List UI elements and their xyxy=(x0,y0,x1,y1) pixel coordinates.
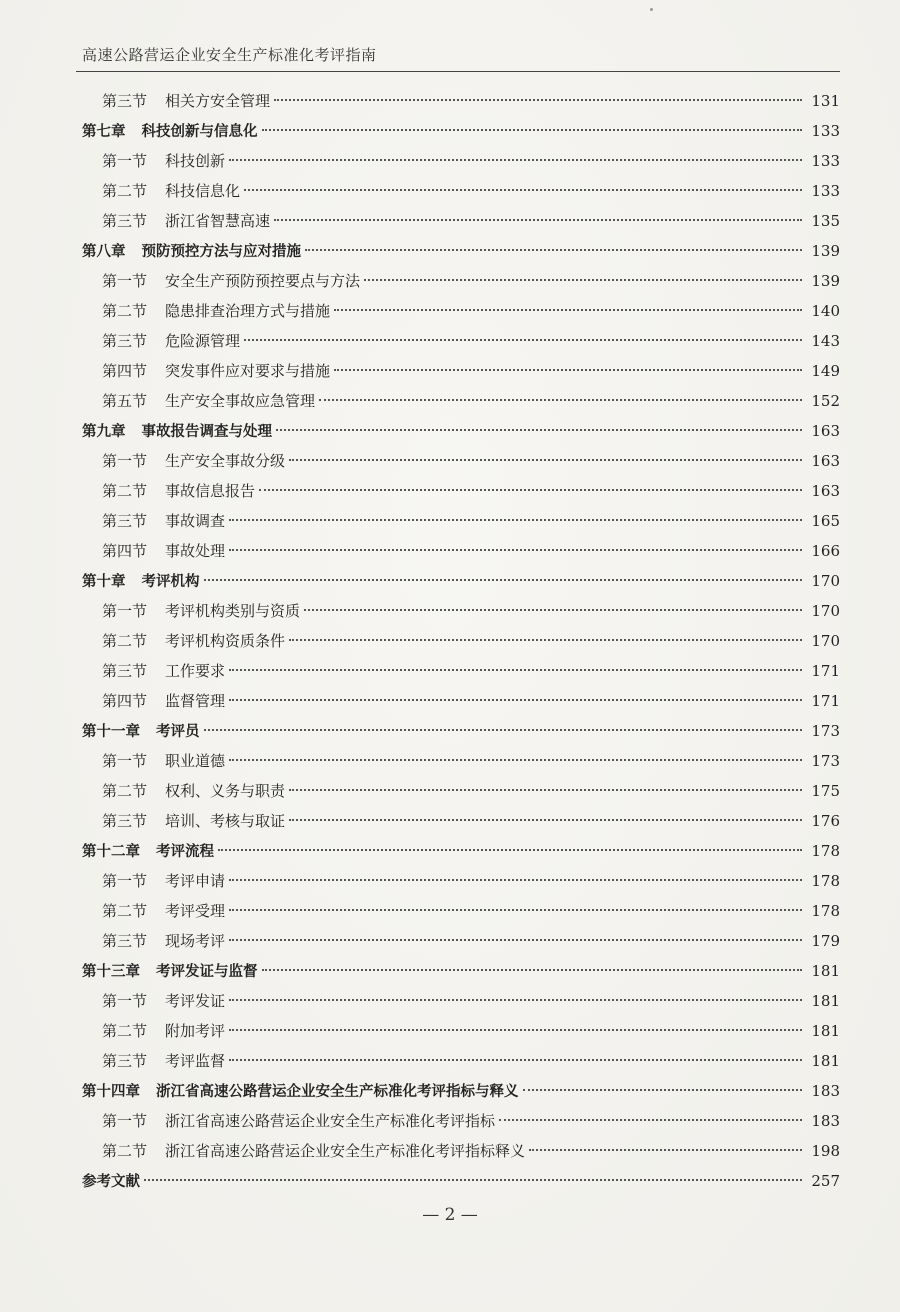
section-number: 第一节 xyxy=(102,152,148,170)
toc-page-number: 181 xyxy=(811,1052,840,1070)
dot-leader xyxy=(274,99,802,101)
toc-page-number: 173 xyxy=(811,722,840,740)
section-title: 职业道德 xyxy=(165,752,226,770)
toc-page-number: 170 xyxy=(811,602,840,620)
dot-leader xyxy=(229,879,802,881)
toc-section-entry xyxy=(82,746,840,776)
section-title: 考评机构类别与资质 xyxy=(165,602,301,620)
section-number: 第三节 xyxy=(102,332,148,350)
chapter-number: 第十三章 xyxy=(82,964,140,980)
section-number: 第二节 xyxy=(102,902,148,920)
toc-section-entry xyxy=(82,626,840,656)
dot-leader xyxy=(229,699,802,701)
section-title: 浙江省高速公路营运企业安全生产标准化考评指标释义 xyxy=(165,1142,526,1160)
toc-page-number: 133 xyxy=(811,122,840,140)
dot-leader xyxy=(244,339,802,341)
section-title: 生产安全事故应急管理 xyxy=(165,392,316,410)
section-number: 第二节 xyxy=(102,782,148,800)
chapter-title: 浙江省高速公路营运企业安全生产标准化考评指标与释义 xyxy=(156,1084,519,1100)
toc-section-entry xyxy=(82,776,840,806)
section-number: 第五节 xyxy=(102,392,148,410)
toc-page-number: 149 xyxy=(811,362,840,380)
dot-leader xyxy=(229,759,802,761)
chapter-number: 第七章 xyxy=(82,124,126,140)
toc-page-number: 181 xyxy=(811,992,840,1010)
toc-chapter-entry xyxy=(82,836,840,866)
section-title: 监督管理 xyxy=(165,692,226,710)
toc-chapter-entry xyxy=(82,116,840,146)
dot-leader xyxy=(229,939,802,941)
section-title: 事故处理 xyxy=(165,542,226,560)
toc-page-number: 133 xyxy=(811,182,840,200)
chapter-title: 预防预控方法与应对措施 xyxy=(141,244,301,260)
toc-chapter-entry xyxy=(82,1076,840,1106)
dot-leader xyxy=(144,1179,802,1181)
section-number: 第一节 xyxy=(102,1112,148,1130)
dot-leader xyxy=(334,309,802,311)
toc-section-entry xyxy=(82,1136,840,1166)
toc-page-number: 183 xyxy=(811,1112,840,1130)
toc-section-entry xyxy=(82,176,840,206)
dot-leader xyxy=(229,519,802,521)
toc-section-entry xyxy=(82,1106,840,1136)
toc-page-number: 257 xyxy=(811,1172,840,1190)
toc-page-number: 179 xyxy=(811,932,840,950)
toc-page-number: 163 xyxy=(811,452,840,470)
toc-page-number: 133 xyxy=(811,152,840,170)
toc-section-entry xyxy=(82,266,840,296)
toc-page-number: 170 xyxy=(811,572,840,590)
toc-page-number: 152 xyxy=(811,392,840,410)
dot-leader xyxy=(289,639,802,641)
section-number: 第三节 xyxy=(102,512,148,530)
section-title: 浙江省智慧高速 xyxy=(165,212,271,230)
chapter-title: 考评员 xyxy=(156,724,200,740)
toc-section-entry xyxy=(82,656,840,686)
dot-leader xyxy=(319,399,802,401)
toc-section-entry xyxy=(82,146,840,176)
chapter-number: 第十二章 xyxy=(82,844,140,860)
toc-section-entry xyxy=(82,296,840,326)
dot-leader xyxy=(229,549,802,551)
chapter-title: 考评流程 xyxy=(156,844,214,860)
dot-leader xyxy=(289,459,802,461)
toc-section-entry xyxy=(82,206,840,236)
section-title: 事故信息报告 xyxy=(165,482,256,500)
toc-page-number: 171 xyxy=(811,692,840,710)
dot-leader xyxy=(229,1029,802,1031)
section-title: 现场考评 xyxy=(165,932,226,950)
dot-leader xyxy=(276,429,802,431)
toc-page-number: 176 xyxy=(811,812,840,830)
section-title: 科技创新 xyxy=(165,152,226,170)
toc-page-number: 139 xyxy=(811,272,840,290)
toc-chapter-entry xyxy=(82,566,840,596)
toc-page-number: 165 xyxy=(811,512,840,530)
dot-leader xyxy=(204,579,803,581)
toc-chapter-entry xyxy=(82,236,840,266)
chapter-number: 第九章 xyxy=(82,424,126,440)
section-title: 生产安全事故分级 xyxy=(165,452,286,470)
toc-page-number: 183 xyxy=(811,1082,840,1100)
toc-page-number: 171 xyxy=(811,662,840,680)
toc-section-entry xyxy=(82,476,840,506)
toc-section-entry xyxy=(82,386,840,416)
toc-section-entry xyxy=(82,1016,840,1046)
toc-page-number: 175 xyxy=(811,782,840,800)
section-number: 第二节 xyxy=(102,182,148,200)
section-number: 第三节 xyxy=(102,812,148,830)
dot-leader xyxy=(262,969,803,971)
toc-chapter-entry xyxy=(82,1166,840,1196)
section-number: 第二节 xyxy=(102,482,148,500)
dot-leader xyxy=(229,999,802,1001)
dot-leader xyxy=(289,789,802,791)
section-number: 第三节 xyxy=(102,92,148,110)
page-number: — 2 — xyxy=(422,1205,478,1225)
section-number: 第二节 xyxy=(102,302,148,320)
chapter-number: 第十一章 xyxy=(82,724,140,740)
toc-page-number: 166 xyxy=(811,542,840,560)
toc-page-number: 198 xyxy=(811,1142,840,1160)
section-number: 第一节 xyxy=(102,752,148,770)
section-number: 第一节 xyxy=(102,992,148,1010)
toc-page-number: 173 xyxy=(811,752,840,770)
section-title: 权利、义务与职责 xyxy=(165,782,286,800)
toc-section-entry xyxy=(82,506,840,536)
toc-section-entry xyxy=(82,536,840,566)
section-number: 第二节 xyxy=(102,1022,148,1040)
section-number: 第三节 xyxy=(102,212,148,230)
dot-leader xyxy=(304,609,802,611)
section-title: 工作要求 xyxy=(165,662,226,680)
section-number: 第一节 xyxy=(102,452,148,470)
dot-leader xyxy=(364,279,802,281)
toc-section-entry xyxy=(82,446,840,476)
toc-page-number: 181 xyxy=(811,962,840,980)
chapter-title: 考评发证与监督 xyxy=(156,964,258,980)
section-title: 考评机构资质条件 xyxy=(165,632,286,650)
table-of-contents xyxy=(82,86,840,1196)
section-title: 突发事件应对要求与措施 xyxy=(165,362,331,380)
section-number: 第三节 xyxy=(102,662,148,680)
chapter-title: 考评机构 xyxy=(141,574,200,590)
toc-section-entry xyxy=(82,986,840,1016)
section-title: 科技信息化 xyxy=(165,182,241,200)
dot-leader xyxy=(229,669,802,671)
section-number: 第四节 xyxy=(102,362,148,380)
toc-section-entry xyxy=(82,326,840,356)
dot-leader xyxy=(499,1119,802,1121)
section-title: 考评受理 xyxy=(165,902,226,920)
dot-leader xyxy=(305,249,802,251)
toc-chapter-entry xyxy=(82,716,840,746)
dot-leader xyxy=(204,729,803,731)
section-number: 第一节 xyxy=(102,272,148,290)
toc-page-number: 163 xyxy=(811,422,840,440)
dot-leader xyxy=(229,1059,802,1061)
dot-leader xyxy=(229,909,802,911)
toc-page-number: 135 xyxy=(811,212,840,230)
toc-section-entry xyxy=(82,596,840,626)
section-title: 隐患排查治理方式与措施 xyxy=(165,302,331,320)
dot-leader xyxy=(274,219,802,221)
section-title: 安全生产预防预控要点与方法 xyxy=(165,272,361,290)
chapter-title: 科技创新与信息化 xyxy=(141,124,258,140)
toc-section-entry xyxy=(82,896,840,926)
toc-section-entry xyxy=(82,806,840,836)
dot-leader xyxy=(229,159,802,161)
toc-page-number: 178 xyxy=(811,872,840,890)
section-title: 考评申请 xyxy=(165,872,226,890)
toc-page-number: 181 xyxy=(811,1022,840,1040)
section-number: 第四节 xyxy=(102,692,148,710)
dot-leader xyxy=(259,489,802,491)
scan-speck xyxy=(650,8,653,11)
toc-page-number: 178 xyxy=(811,842,840,860)
toc-page-number: 131 xyxy=(811,92,840,110)
section-title: 附加考评 xyxy=(165,1022,226,1040)
section-title: 考评发证 xyxy=(165,992,226,1010)
section-number: 第二节 xyxy=(102,632,148,650)
section-title: 危险源管理 xyxy=(165,332,241,350)
dot-leader xyxy=(262,129,803,131)
section-number: 第一节 xyxy=(102,872,148,890)
dot-leader xyxy=(218,849,802,851)
section-number: 第一节 xyxy=(102,602,148,620)
section-number: 第三节 xyxy=(102,932,148,950)
toc-section-entry xyxy=(82,686,840,716)
toc-section-entry xyxy=(82,86,840,116)
chapter-title: 事故报告调查与处理 xyxy=(141,424,272,440)
dot-leader xyxy=(334,369,802,371)
toc-page-number: 139 xyxy=(811,242,840,260)
section-title: 考评监督 xyxy=(165,1052,226,1070)
section-title: 浙江省高速公路营运企业安全生产标准化考评指标 xyxy=(165,1112,496,1130)
section-title: 培训、考核与取证 xyxy=(165,812,286,830)
toc-page-number: 140 xyxy=(811,302,840,320)
section-number: 第四节 xyxy=(102,542,148,560)
chapter-title: 参考文献 xyxy=(82,1174,140,1190)
header-rule xyxy=(76,71,840,72)
toc-page-number: 143 xyxy=(811,332,840,350)
dot-leader xyxy=(523,1089,803,1091)
dot-leader xyxy=(289,819,802,821)
running-header: 高速公路营运企业安全生产标准化考评指南 xyxy=(82,46,377,64)
chapter-number: 第八章 xyxy=(82,244,126,260)
toc-chapter-entry xyxy=(82,416,840,446)
toc-chapter-entry xyxy=(82,956,840,986)
toc-page-number: 170 xyxy=(811,632,840,650)
section-title: 事故调查 xyxy=(165,512,226,530)
toc-section-entry xyxy=(82,356,840,386)
chapter-number: 第十章 xyxy=(82,574,126,590)
toc-section-entry xyxy=(82,926,840,956)
toc-page-number: 178 xyxy=(811,902,840,920)
chapter-number: 第十四章 xyxy=(82,1084,140,1100)
section-number: 第三节 xyxy=(102,1052,148,1070)
dot-leader xyxy=(529,1149,802,1151)
toc-section-entry xyxy=(82,1046,840,1076)
toc-page-number: 163 xyxy=(811,482,840,500)
toc-section-entry xyxy=(82,866,840,896)
section-number: 第二节 xyxy=(102,1142,148,1160)
dot-leader xyxy=(244,189,802,191)
section-title: 相关方安全管理 xyxy=(165,92,271,110)
